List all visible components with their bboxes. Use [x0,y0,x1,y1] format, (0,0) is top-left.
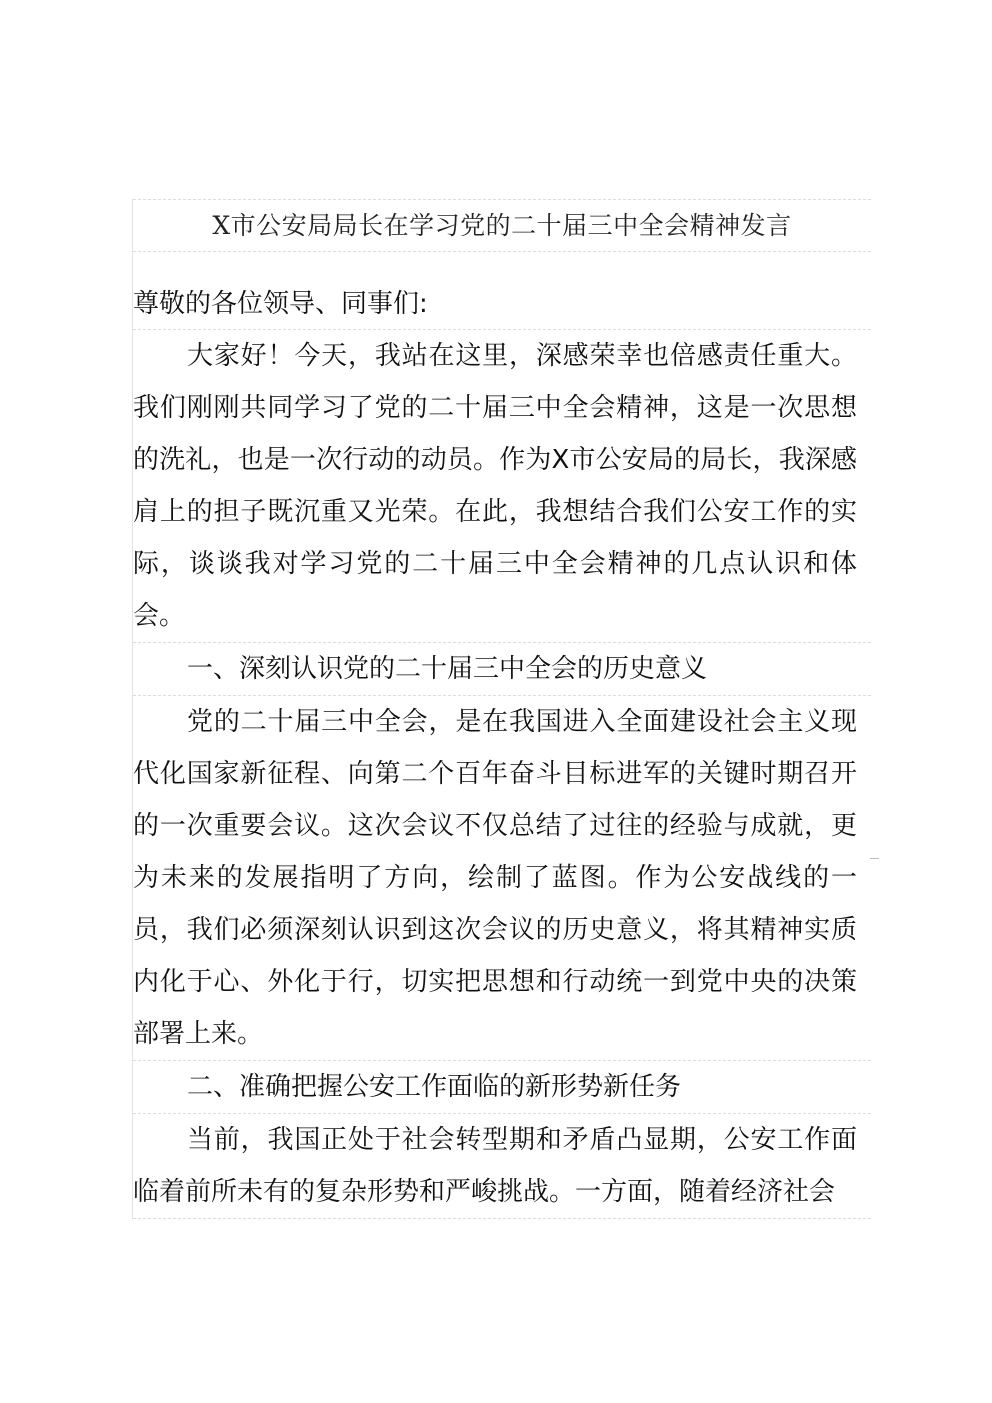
margin-tick [870,858,879,859]
paragraph-section-2: 当前，我国正处于社会转型期和矛盾凸显期，公安工作面临着前所未有的复杂形势和严峻挑战。一方面，随着经济社会 [133,1113,871,1219]
section-heading-1: 一、深刻认识党的二十届三中全会的历史意义 [133,642,871,695]
salutation: 尊敬的各位领导、同事们: [133,251,871,329]
document-page [132,199,871,1219]
document-title: X市公安局局长在学习党的二十届三中全会精神发言 [133,199,871,251]
paragraph-section-1: 党的二十届三中全会，是在我国进入全面建设社会主义现代化国家新征程、向第二个百年奋斗目标进军的关键时期召开的一次重要会议。这次会议不仅总结了过往的经验与成就，更为未来的发展指明了方向，绘制了蓝图。作为公安战线的一员，我们必须深刻认识到这次会议的历史意义，将其精神实质内化于心、外化于行，切实把思想和行动统一到党中央的决策部署上来。 [133,695,871,1060]
paragraph-intro: 大家好！今天，我站在这里，深感荣幸也倍感责任重大。我们刚刚共同学习了党的二十届三中全会精神，这是一次思想的洗礼，也是一次行动的动员。作为X市公安局的局长，我深感肩上的担子既沉重又光荣。在此，我想结合我们公安工作的实际，谈谈我对学习党的二十届三中全会精神的几点认识和体会。 [133,329,871,642]
section-heading-2: 二、准确把握公安工作面临的新形势新任务 [133,1060,871,1113]
